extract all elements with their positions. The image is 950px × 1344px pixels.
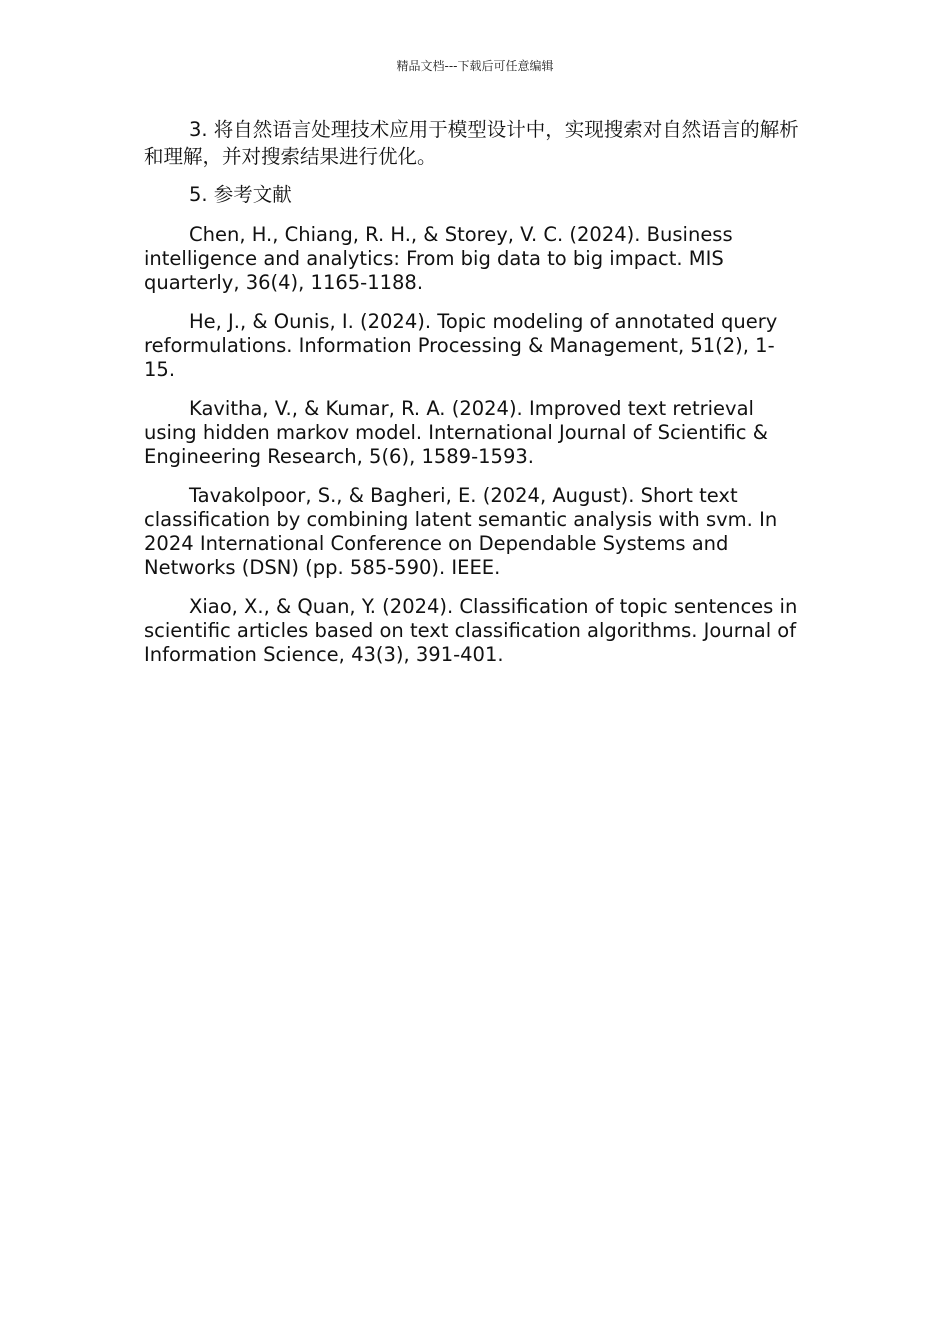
document-body	[144, 116, 804, 682]
section-heading-references: 5. 参考文献	[189, 183, 292, 206]
reference-item: Xiao, X., & Quan, Y. (2024). Classification of topic sentences in scientific articles based on text classification algorithms. Journal of Information Science, 43(3), 391-401.	[144, 595, 798, 666]
page-header: 精品文档---下载后可任意编辑	[396, 59, 554, 73]
reference-item: He, J., & Ounis, I. (2024). Topic modeling of annotated query reformulations. Information Processing & Management, 51(2), 1-15.	[144, 310, 778, 381]
reference-item: Kavitha, V., & Kumar, R. A. (2024). Improved text retrieval using hidden markov model. International Journal of Scientific & Engineering Research, 5(6), 1589-1593.	[144, 397, 768, 468]
reference-item: Tavakolpoor, S., & Bagheri, E. (2024, August). Short text classification by combining latent semantic analysis with svm. In 2024 International Conference on Dependable Systems and Networks (DSN) (pp. 585-590). IEEE.	[144, 484, 778, 579]
reference-item: Chen, H., Chiang, R. H., & Storey, V. C. (2024). Business intelligence and analytics: From big data to big impact. MIS quarterly, 36(4), 1165-1188.	[144, 223, 733, 294]
list-item-3: 3. 将自然语言处理技术应用于模型设计中，实现搜索对自然语言的解析和理解，并对搜索结果进行优化。	[144, 118, 799, 168]
